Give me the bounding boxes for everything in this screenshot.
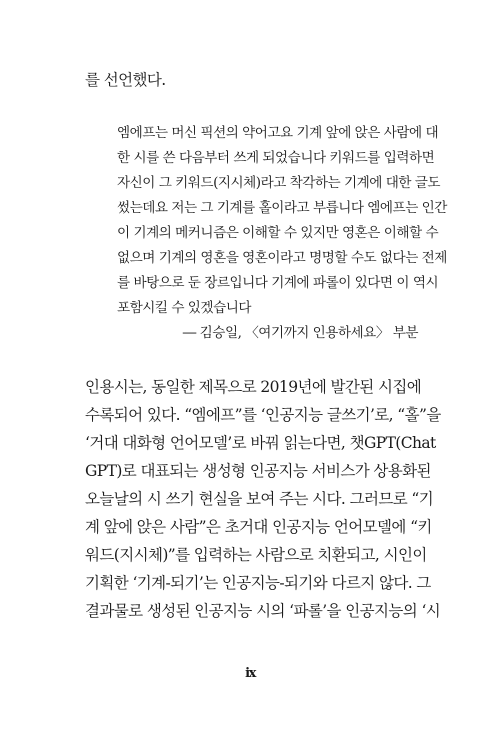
- paragraph-line: ‘거대 대화형 언어모델’로 바꿔 읽는다면, 챗GPT(Chat: [85, 434, 436, 452]
- quote-line: 없으며 기계의 영혼을 영혼이라고 명명할 수도 없다는 전제: [117, 250, 447, 266]
- paragraph-line: 워드(지시체)”를 입력하는 사람으로 치환되고, 시인이: [85, 546, 427, 564]
- paragraph-line: 수록되어 있다. “엠에프”를 ‘인공지능 글쓰기’로, “홀”을: [85, 406, 441, 424]
- quote-line: 이 기계의 메커니즘은 이해할 수 있지만 영혼은 이해할 수: [117, 225, 439, 241]
- opening-line: 를 선언했다.: [85, 71, 166, 89]
- paragraph-line: 오늘날의 시 쓰기 현실을 보여 주는 시다. 그러므로 “기: [85, 490, 434, 508]
- paragraph-line: 결과물로 생성된 인공지능 시의 ‘파롤’을 인공지능의 ‘시: [85, 602, 441, 620]
- paragraph-line: 계 앞에 앉은 사람”은 초거대 인공지능 언어모델에 “키: [85, 518, 432, 536]
- paragraph-line: 기획한 ‘기계-되기’는 인공지능-되기와 다르지 않다. 그: [85, 574, 431, 592]
- quote-line: 엠에프는 머신 픽션의 약어고요 기계 앞에 앉은 사람에 대: [117, 125, 439, 141]
- quote-line: 자신이 그 키워드(지시체)라고 착각하는 기계에 대한 글도: [117, 175, 441, 191]
- paragraph-line: 인용시는, 동일한 제목으로 2019년에 발간된 시집에: [85, 378, 422, 396]
- quote-line: 한 시를 쓴 다음부터 쓰게 되었습니다 키워드를 입력하면: [117, 150, 435, 166]
- quote-line: 포함시킬 수 있겠습니다: [117, 300, 251, 316]
- quote-line: 를 바탕으로 둔 장르입니다 기계에 파롤이 있다면 이 역시: [117, 275, 439, 291]
- page-number: ix: [245, 666, 255, 681]
- quote-line: 썼는데요 저는 그 기계를 홀이라고 부릅니다 엠에프는 인간: [117, 200, 447, 216]
- quote-attribution: ― 김승일, 〈여기까지 인용하세요〉 부분: [182, 325, 418, 341]
- paragraph-line: GPT)로 대표되는 생성형 인공지능 서비스가 상용화된: [85, 462, 431, 480]
